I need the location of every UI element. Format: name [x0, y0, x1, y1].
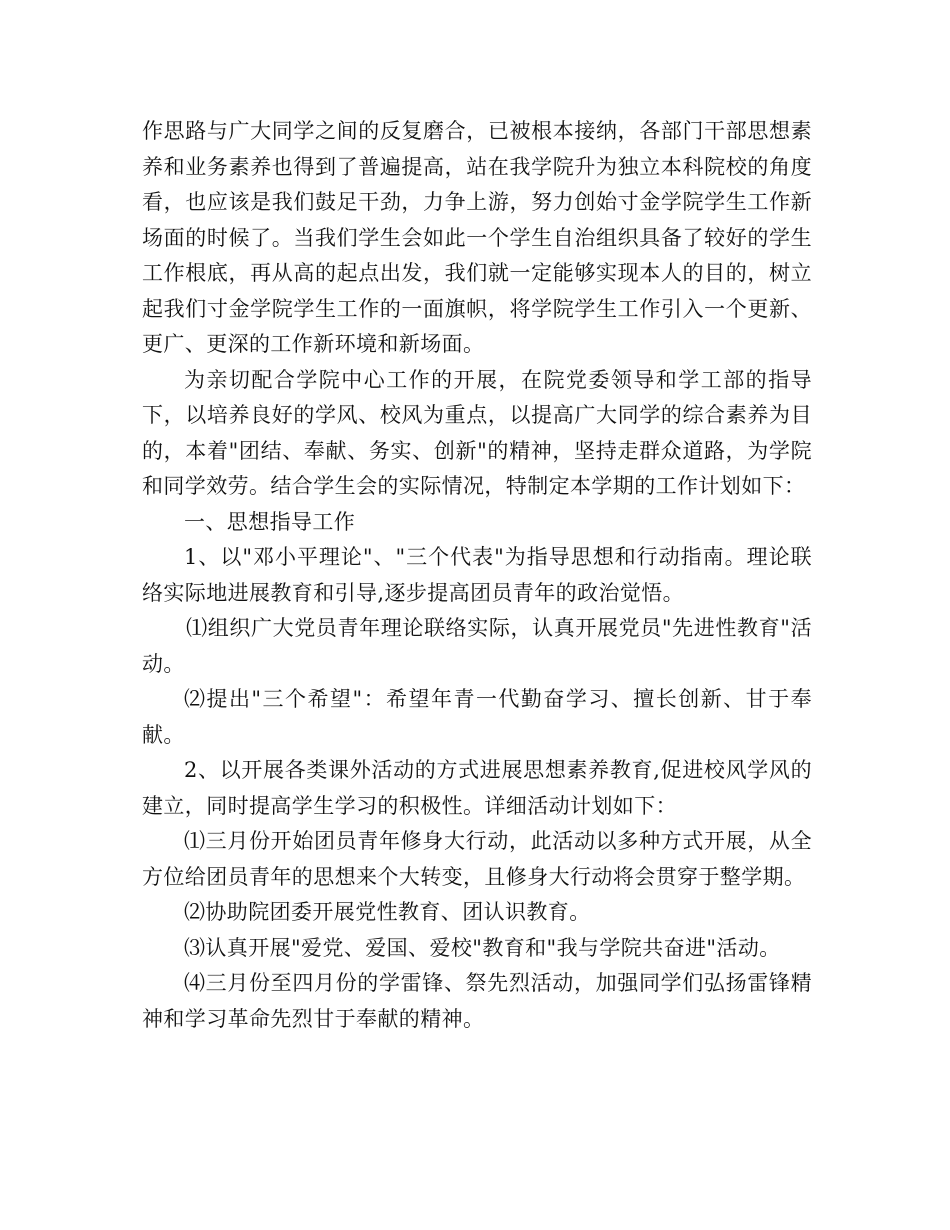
paragraph-item-1: 1、以"邓小平理论"、"三个代表"为指导思想和行动指南。理论联络实际地进展教育和引导,逐步提高团员青年的政治觉悟。	[142, 545, 812, 605]
paragraph-subitem-2-2: ⑵协助院团委开展党性教育、团认识教育。	[184, 900, 591, 924]
paragraph-purpose: 为亲切配合学院中心工作的开展，在院党委领导和学工部的指导下，以培养良好的学风、校风为重点，以提高广大同学的综合素养为目的，本着"团结、奉献、务实、创新"的精神，坚持走群众道路，为学院和同学效劳。结合学生会的实际情况，特制定本学期的工作计划如下：	[142, 367, 812, 498]
paragraph-item-2: 2、以开展各类课外活动的方式进展思想素养教育,促进校风学风的建立，同时提高学生学习的积极性。详细活动计划如下：	[142, 758, 812, 818]
paragraph-subitem-1-2: ⑵提出"三个希望"：希望年青一代勤奋学习、擅长创新、甘于奉献。	[142, 687, 812, 747]
paragraph-subitem-2-3: ⑶认真开展"爱党、爱国、爱校"教育和"我与学院共奋进"活动。	[184, 935, 781, 960]
paragraph-subitem-1-1: ⑴组织广大党员青年理论联络实际，认真开展党员"先进性教育"活动。	[142, 616, 812, 676]
document-body	[142, 114, 812, 1037]
paragraph-subitem-2-4: ⑷三月份至四月份的学雷锋、祭先烈活动，加强同学们弘扬雷锋精神和学习革命先烈甘于奉献的精神。	[142, 971, 812, 1031]
section-heading-ideological-guidance: 一、思想指导工作	[184, 509, 356, 534]
paragraph-intro-continued: 作思路与广大同学之间的反复磨合，已被根本接纳，各部门干部思想素养和业务素养也得到了普遍提高，站在我学院升为独立本科院校的角度看，也应该是我们鼓足干劲，力争上游，努力创始寸金学院学生工作新场面的时候了。当我们学生会如此一个学生自治组织具备了较好的学生工作根底，再从高的起点出发，我们就一定能够实现本人的目的，树立起我们寸金学院学生工作的一面旗帜，将学院学生工作引入一个更新、更广、更深的工作新环境和新场面。	[142, 119, 812, 356]
paragraph-subitem-2-1: ⑴三月份开始团员青年修身大行动，此活动以多种方式开展，从全方位给团员青年的思想来个大转变，且修身大行动将会贯穿于整学期。	[142, 829, 812, 889]
